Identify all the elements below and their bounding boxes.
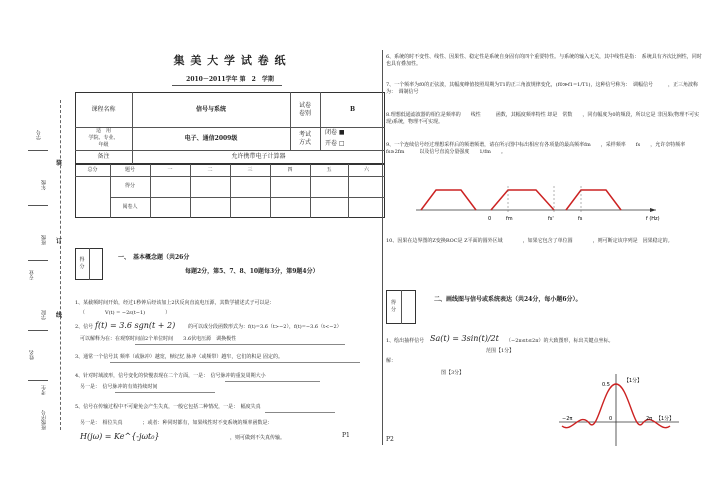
paper-value: B [349, 105, 356, 113]
question-5a: 5、信号在传输过程中不可避免会产生失真，一般它包括二种情况，一是： 幅度失真 [75, 404, 261, 410]
question-4b: 另一是： 信号脉冲的有效持续时间 [80, 384, 158, 390]
question-10: 10、因果在边界图的Z变换ROC是 Z平面的圆外区域 ，如果它包含了单位圆 ，则可断定该序列是 因果稳定的。 [386, 238, 673, 244]
spectrum-label: f (Hz) [646, 216, 660, 222]
sidebar-label: 学院 [41, 310, 47, 320]
question-2c: 可以解释为在：在观察时间前2个单位时间 3.6伏电压源 调换极性 [80, 336, 237, 342]
sidebar-label: 专业 [29, 270, 35, 280]
sidebar-label: 姓名 [29, 350, 35, 360]
exam-open: 开卷 □ [325, 140, 345, 147]
page-number-left: P1 [342, 432, 350, 439]
answer-label: 解： [386, 358, 397, 364]
question-5b: 另一是： 相位失真 ；或者：种同时都有，如果线性时不变系统的频率函数是： [80, 420, 273, 426]
sinc-label: 0.5 [602, 382, 610, 388]
binding-mark: 装 [56, 160, 63, 167]
question-2a: 2、信号 [75, 324, 94, 330]
sidebar-label: 学号 [36, 130, 42, 140]
remark-value: 允许携带电子计算器 [231, 153, 286, 160]
section2-q1a: 1、绘出抽样信号 [386, 338, 425, 344]
sidebar-label: 年级 [41, 180, 47, 190]
sidebar-label: 班级序号 [41, 410, 47, 430]
sinc-label: 【1分】 [656, 416, 675, 422]
apply-value: 电子、通信2009级 [184, 134, 238, 142]
academic-year: 2010－2011学年 第 2 学期 [186, 76, 274, 83]
figure-note: 图【3分】 [441, 370, 465, 376]
page-left [75, 40, 380, 441]
exam-closed: 闭卷 ■ [325, 129, 345, 136]
spectrum-figure [406, 178, 686, 223]
score-row-label: 得分 [124, 183, 135, 189]
spectrum-label: fs' [548, 216, 554, 222]
score-header: 总分 [87, 166, 98, 173]
spectrum-label: fm [506, 216, 513, 222]
sinc-label: 0 [609, 416, 613, 422]
question-6: 6、系统的时不变性、线性、因果性、稳定性是系统自身固有的四个重要特性。与系统的输入无关，其中线性是指： 系统具有齐次比例性，同时也具有叠加性。 [386, 54, 702, 67]
question-2-formula: f(t) = 3.6 sgn(t + 2) [95, 321, 176, 330]
sinc-figure [554, 370, 684, 450]
score-header: 题号 [124, 166, 135, 173]
page-divider [382, 50, 383, 445]
grader-row-label: 阅卷人 [122, 204, 138, 210]
binding-mark: 订 [56, 238, 63, 245]
score-header: 二 [207, 166, 213, 173]
section1-title: 一、 基本概念题（共26分 [118, 254, 190, 261]
score-header: 三 [247, 166, 253, 173]
section1-subtitle: 每题2分，第5、7、8、10题每3分，第9题4分） [185, 268, 319, 275]
remark-label: 备注 [97, 153, 110, 160]
page-right [386, 50, 704, 450]
score-header: 六 [363, 166, 369, 173]
question-4a: 4、针对时域波形，信号变化的快慢表现在二个方面，一是： 信号脉冲的重复周期大小 [75, 373, 266, 379]
binding-sidebar [0, 0, 70, 503]
page-number-right: P2 [386, 436, 394, 443]
section2-q1b: （−2π≤t≤2π）的大致图形，标出关键点坐标。 [506, 338, 614, 344]
question-5-formula: H(jω) = Ke^{-jωt₀} [80, 432, 160, 441]
question-5c: ，则可做到不失真传输。 [230, 435, 286, 441]
section2-title: 二、画线图与信号或系统表达（共24分，每小题6分）。 [434, 296, 582, 303]
binding-mark: 线 [56, 312, 63, 319]
question-1a: 1、某截频时间开始，经过1秒钟后经该加上2伏反向直流电压源，其数学描述式子可以是： [75, 300, 275, 306]
spectrum-label: fs [578, 216, 583, 222]
question-1b: （ V(t) = −2ε(t−1) ） [80, 310, 171, 316]
sinc-label: 【1分】 [624, 378, 643, 384]
question-3: 3、通常一个信号其 频率（或脉冲）越宽，帧记忆 脉冲（或频带）越窄，它们的积是 固定的。 [75, 354, 283, 360]
sinc-label: 2π [646, 416, 653, 422]
apply-label: 适 用 学院、专业、 年级 [88, 128, 119, 148]
score-header: 四 [287, 166, 293, 173]
question-8: 8.理想低通滤波器的相位是频率的 线性 函数，其幅度频率特性 却是 常数 ，同有幅度为0的频段，所以它是 非因果(物理不可实现)系统，物理不可实现。 [386, 112, 700, 125]
score-header: 一 [167, 166, 173, 173]
page-title: 集 美 大 学 试 卷 纸 [173, 54, 287, 67]
section2-score-label: 得 分 [390, 300, 396, 313]
section2-q1c: 范围【1分】 [386, 348, 515, 354]
sinc-label: −2π [562, 416, 573, 422]
spectrum-label: 0 [488, 216, 492, 222]
question-7: 7、一个频率为f0的正弦波，其幅度峰值按照周期为T1的正三角波规律变化，(f0≫f1=1/T1)，这种信号称为： 调幅信号 ，正三角波称为： 调制信号 [386, 82, 699, 95]
question-9: 9、一个连续信号经过理想采样后的频谱频谱，请在所示图中标出相应有各项量的最高频率fm ，采样频率 fs ，允许奈特频率 fs≥2fm 以及信号直流分量强度 1/fm 。 [386, 142, 696, 155]
score-header: 五 [326, 166, 332, 173]
sidebar-label: 班级 [41, 235, 47, 245]
question-2b: 的可以成分段函数形式为：f(t)=3.6（t>−2），f(t)=−3.6（t<−2） [188, 324, 342, 330]
course-label: 课程名称 [91, 105, 116, 113]
paper-label: 试卷 卷别 [298, 101, 311, 117]
section1-score-label: 得 分 [79, 257, 85, 270]
exam-label: 考试 方式 [298, 130, 311, 146]
section2-q1-formula: Sa(t) = 3sin(t)/2t [430, 334, 499, 343]
course-value: 信号与系统 [195, 105, 226, 113]
sidebar-label: 考生 [41, 385, 47, 395]
binding-line [60, 100, 61, 430]
